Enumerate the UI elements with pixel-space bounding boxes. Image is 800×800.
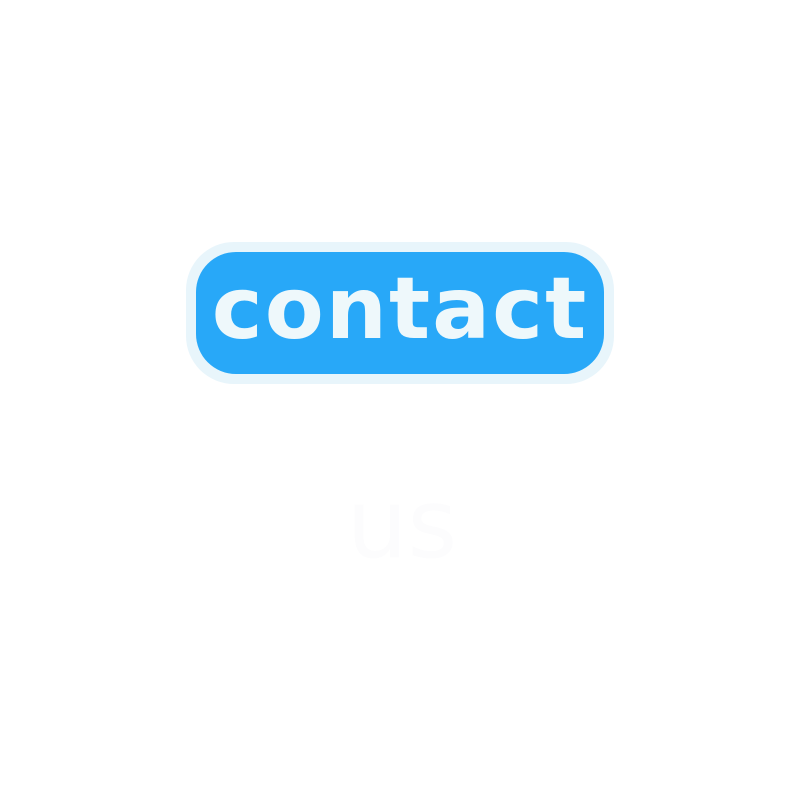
contact-button[interactable] (186, 242, 614, 384)
contact-button-label: contact (211, 259, 589, 359)
us-text: us (346, 468, 458, 580)
contact-button-fill[interactable] (196, 252, 604, 374)
